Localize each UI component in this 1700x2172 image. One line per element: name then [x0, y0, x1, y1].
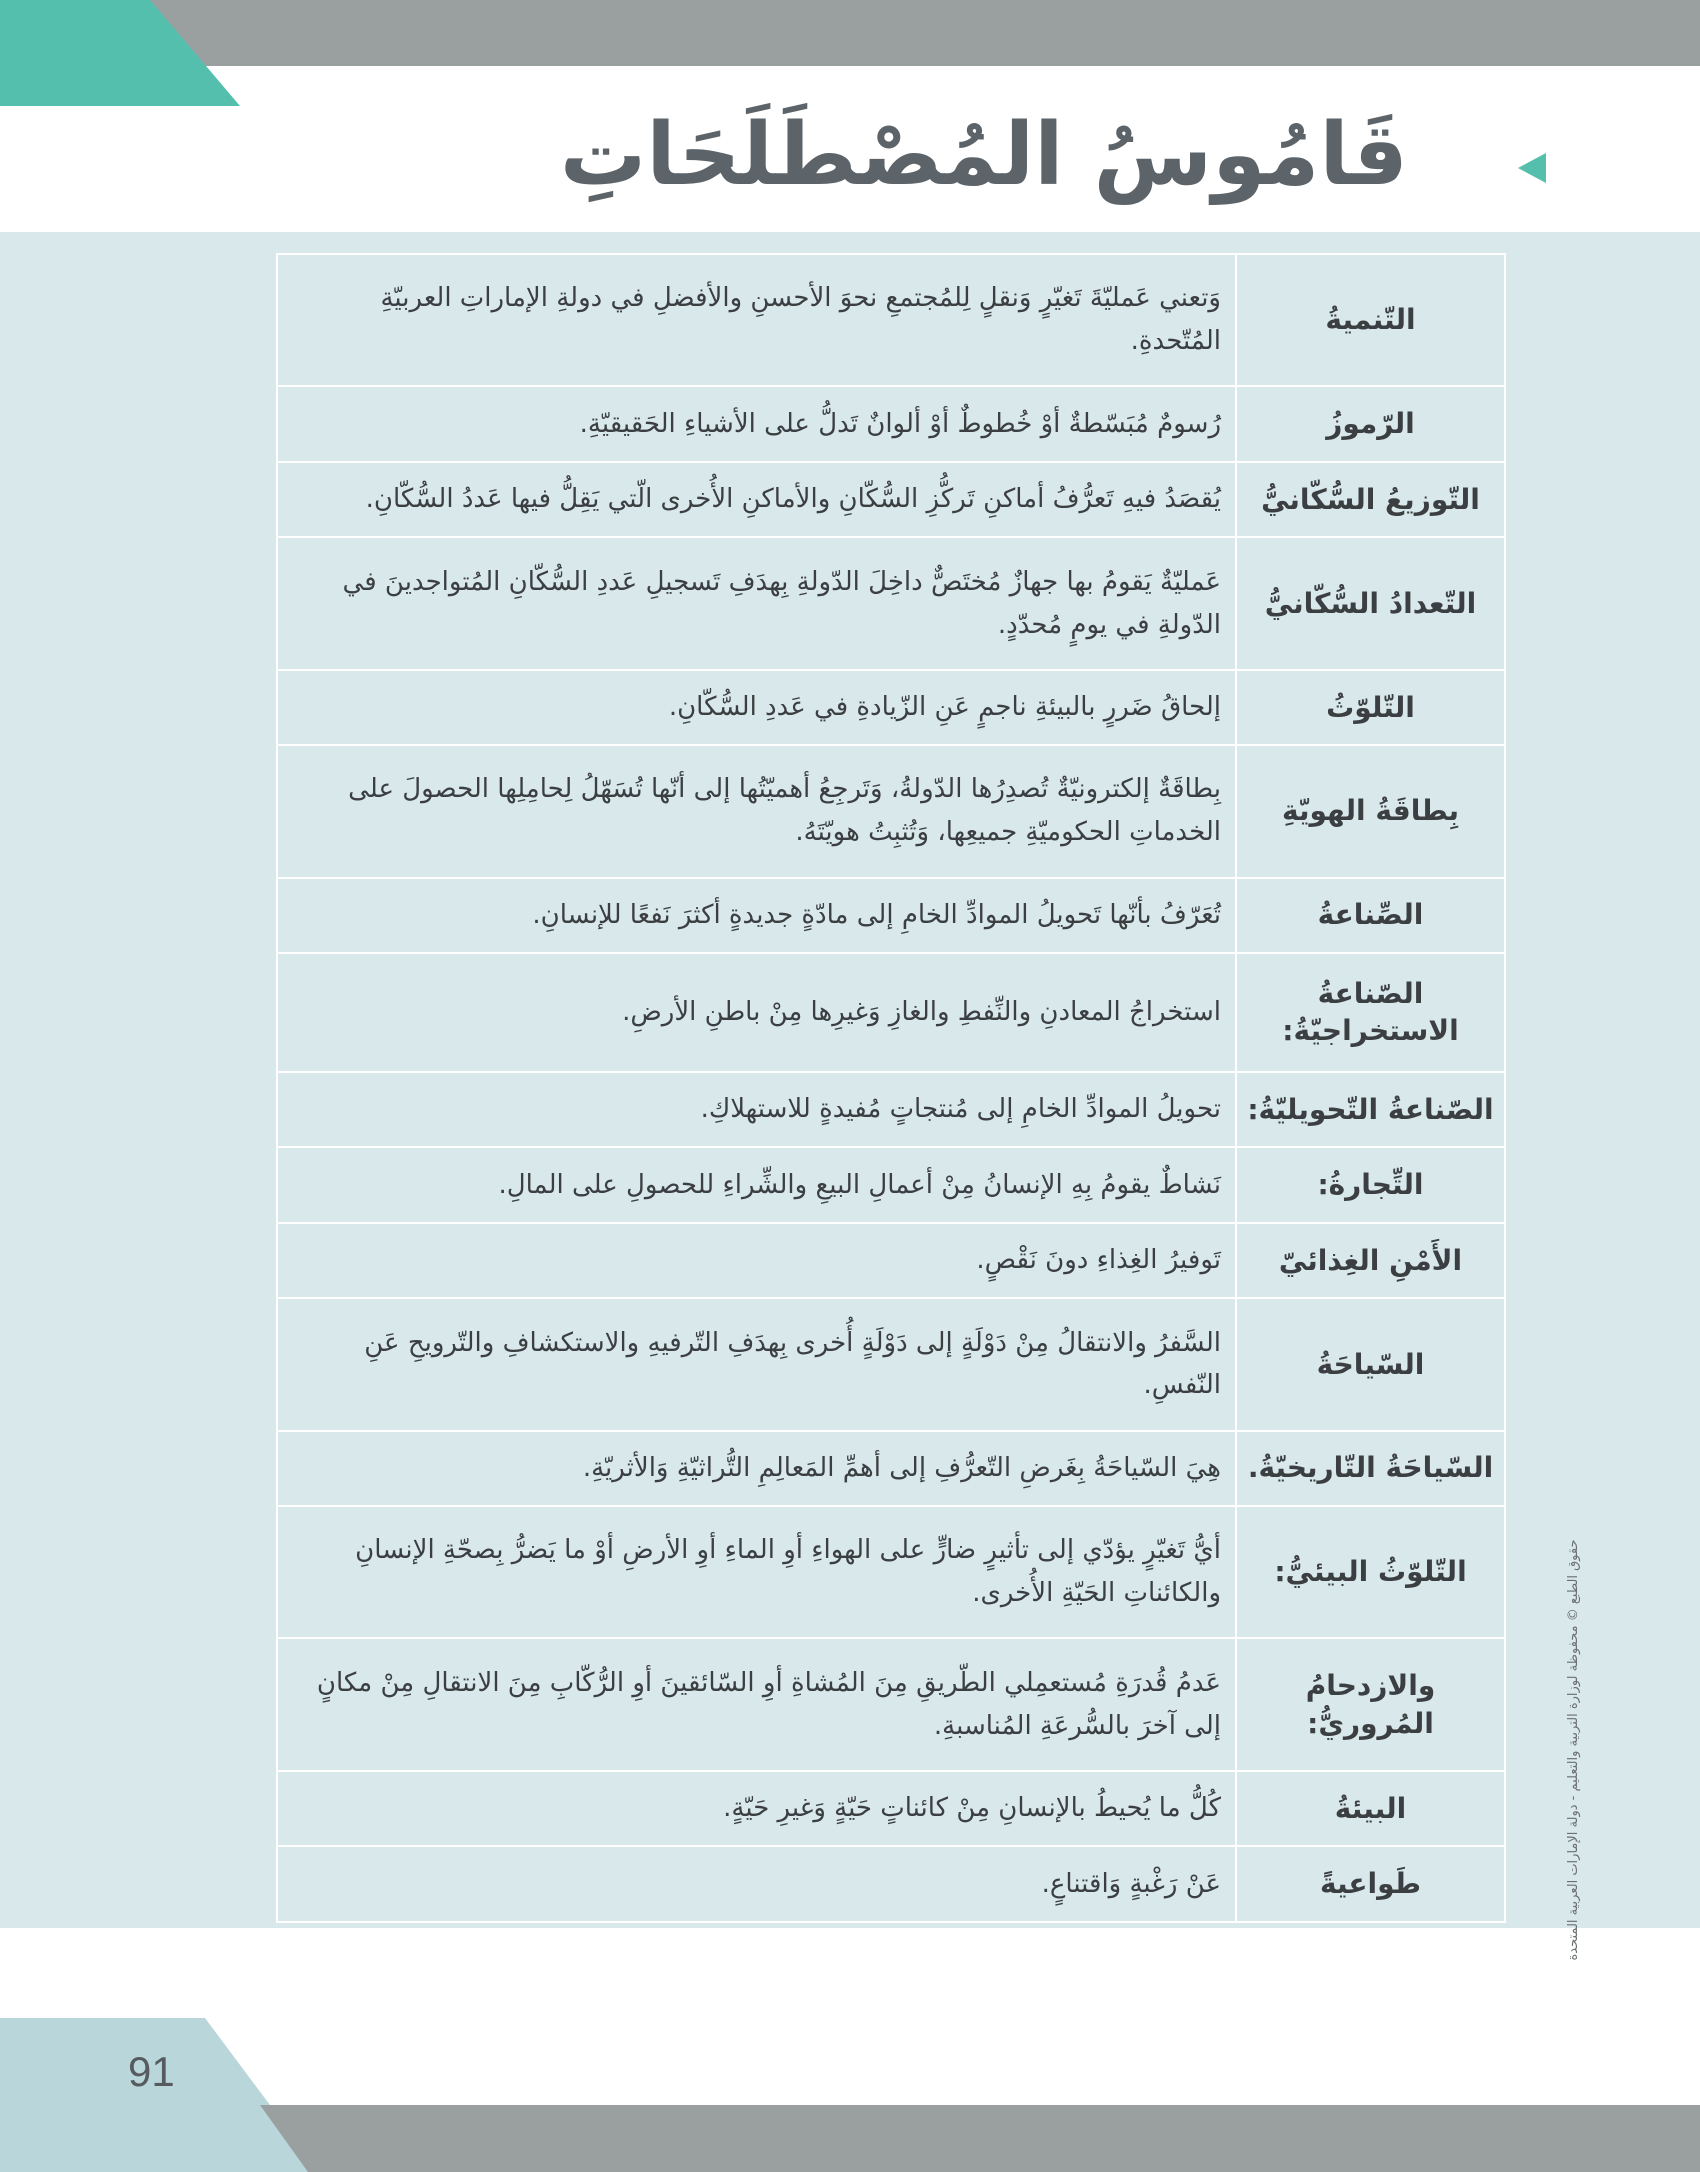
table-row: [277, 386, 1505, 461]
table-row: [277, 1638, 1505, 1770]
glossary-definition: تَوفيرُ الغِذاءِ دونَ نَقْصٍ.: [277, 1223, 1236, 1298]
table-row: [277, 878, 1505, 953]
glossary-body: [277, 254, 1505, 1922]
table-row: [277, 1771, 1505, 1846]
glossary-definition: عَمليّةٌ يَقومُ بها جهازٌ مُختَصٌّ داخِلَ الدّولةِ بِهدَفِ تَسجيلِ عَددِ السُّكّانِ المُتواجدينَ في الدّولةِ في يومٍ مُحدّدٍ.: [277, 537, 1236, 669]
glossary-term: البيئةُ: [1236, 1771, 1505, 1846]
table-row: [277, 254, 1505, 386]
table-row: [277, 462, 1505, 537]
table-row: [277, 1072, 1505, 1147]
glossary-term: والازدحامُ المُروريُّ:: [1236, 1638, 1505, 1770]
footer-gray-bar: [260, 2105, 1700, 2172]
glossary-term: طَواعيةً: [1236, 1846, 1505, 1922]
glossary-definition: أيُّ تَغيّرٍ يؤدّي إلى تأثيرٍ ضارٍّ على الهواءِ أوِ الماءِ أوِ الأرضِ أوْ ما يَضرُّ بِصحّةِ الإنسانِ والكائناتِ الحَيّةِ الأُخرى.: [277, 1506, 1236, 1638]
glossary-definition: هِيَ السّياحَةُ بِغَرضِ التّعرُّفِ إلى أهمِّ المَعالِمِ التُّراثيّةِ وَالأثريّةِ.: [277, 1431, 1236, 1506]
header-gray-bar: [0, 0, 1700, 66]
glossary-definition: عَدمُ قُدرَةِ مُستعمِلي الطّريقِ مِنَ المُشاةِ أوِ السّائقينَ أوِ الرُّكّابِ مِنَ الانتقالِ مِنْ مكانٍ إلى آخرَ بالسُّرعَةِ المُناسبةِ.: [277, 1638, 1236, 1770]
glossary-definition: تحويلُ الموادِّ الخامِ إلى مُنتجاتٍ مُفيدةٍ للاستهلاكِ.: [277, 1072, 1236, 1147]
glossary-definition: السَّفرُ والانتقالُ مِنْ دَوْلَةٍ إلى دَوْلَةٍ أُخرى بِهدَفِ التّرفيهِ والاستكشافِ والتّرويحِ عَنِ النّفسِ.: [277, 1298, 1236, 1430]
table-row: [277, 1431, 1505, 1506]
glossary-term: التّوزيعُ السُّكّانيُّ: [1236, 462, 1505, 537]
glossary-term: التِّجارةُ:: [1236, 1147, 1505, 1222]
page-number: 91: [128, 2048, 175, 2095]
glossary-term: السّياحَةُ: [1236, 1298, 1505, 1430]
glossary-term: الرّموزُ: [1236, 386, 1505, 461]
table-row: [277, 1147, 1505, 1222]
glossary-term: الصّناعةُ الاستخراجيّةُ:: [1236, 953, 1505, 1072]
glossary-term: بِطاقَةُ الهويّةِ: [1236, 745, 1505, 877]
table-row: [277, 537, 1505, 669]
table-row: [277, 1846, 1505, 1922]
glossary-definition: إلحاقُ ضَررٍ بالبيئةِ ناجمٍ عَنِ الزّيادةِ في عَددِ السُّكّانِ.: [277, 670, 1236, 745]
glossary-definition: استخراجُ المعادنِ والنِّفطِ والغازِ وَغيرِها مِنْ باطنِ الأرضِ.: [277, 953, 1236, 1072]
table-row: [277, 1298, 1505, 1430]
glossary-definition: يُقصَدُ فيهِ تَعرُّفُ أماكنِ تَركُّزِ السُّكّانِ والأماكنِ الأُخرى الّتي يَقِلُّ فيها عَددُ السُّكّانِ.: [277, 462, 1236, 537]
glossary-definition: كُلُّ ما يُحيطُ بالإنسانِ مِنْ كائناتٍ حَيّةٍ وَغيرِ حَيّةٍ.: [277, 1771, 1236, 1846]
glossary-term: الصِّناعةُ: [1236, 878, 1505, 953]
glossary-definition: عَنْ رَغْبةٍ وَاقتناعٍ.: [277, 1846, 1236, 1922]
copyright-side-note: حقوق الطبع © محفوظة لوزارة التربية والتعليم - دولة الإمارات العربية المتحدة: [1566, 1539, 1581, 1961]
glossary-definition: رُسومٌ مُبَسّطةٌ أوْ خُطوطٌ أوْ ألوانٌ تَدلُّ على الأشياءِ الحَقيقيّةِ.: [277, 386, 1236, 461]
glossary-term: التّلوّثُ: [1236, 670, 1505, 745]
table-row: [277, 670, 1505, 745]
glossary-term: التّعدادُ السُّكّانيُّ: [1236, 537, 1505, 669]
table-row: [277, 1506, 1505, 1638]
glossary-definition: بِطاقَةٌ إلكترونيّةٌ تُصدِرُها الدّولةُ، وَتَرجِعُ أهميّتُها إلى أنّها تُسَهّلُ لِحامِلِها الحصولَ على الخدماتِ الحكوميّةِ جميعِها، وَتُثبِتُ هويّتَهُ.: [277, 745, 1236, 877]
glossary-term: التّلوّثُ البيئيُّ:: [1236, 1506, 1505, 1638]
glossary-definition: نَشاطٌ يقومُ بِهِ الإنسانُ مِنْ أعمالِ البيعِ والشِّراءِ للحصولِ على المالِ.: [277, 1147, 1236, 1222]
glossary-definition: تُعَرّفُ بأنّها تَحويلُ الموادِّ الخامِ إلى مادّةٍ جديدةٍ أكثرَ نَفعًا للإنسانِ.: [277, 878, 1236, 953]
table-row: [277, 1223, 1505, 1298]
glossary-term: السّياحَةُ التّاريخيّةُ.: [1236, 1431, 1505, 1506]
glossary-term: الصّناعةُ التّحويليّةُ:: [1236, 1072, 1505, 1147]
glossary-definition: وَتعني عَمليّةَ تَغيّرٍ وَنقلٍ لِلمُجتمعِ نحوَ الأحسنِ والأفضلِ في دولةِ الإماراتِ العربيّةِ المُتّحدةِ.: [277, 254, 1236, 386]
glossary-table: [276, 253, 1506, 1923]
table-row: [277, 953, 1505, 1072]
table-row: [277, 745, 1505, 877]
page-title: قَامُوسُ المُصْطَلَحَاتِ: [559, 105, 1408, 205]
title-triangle-icon: [1518, 153, 1546, 183]
glossary-term: التّنميةُ: [1236, 254, 1505, 386]
glossary-term: الأَمْنِ الغِذائيّ: [1236, 1223, 1505, 1298]
